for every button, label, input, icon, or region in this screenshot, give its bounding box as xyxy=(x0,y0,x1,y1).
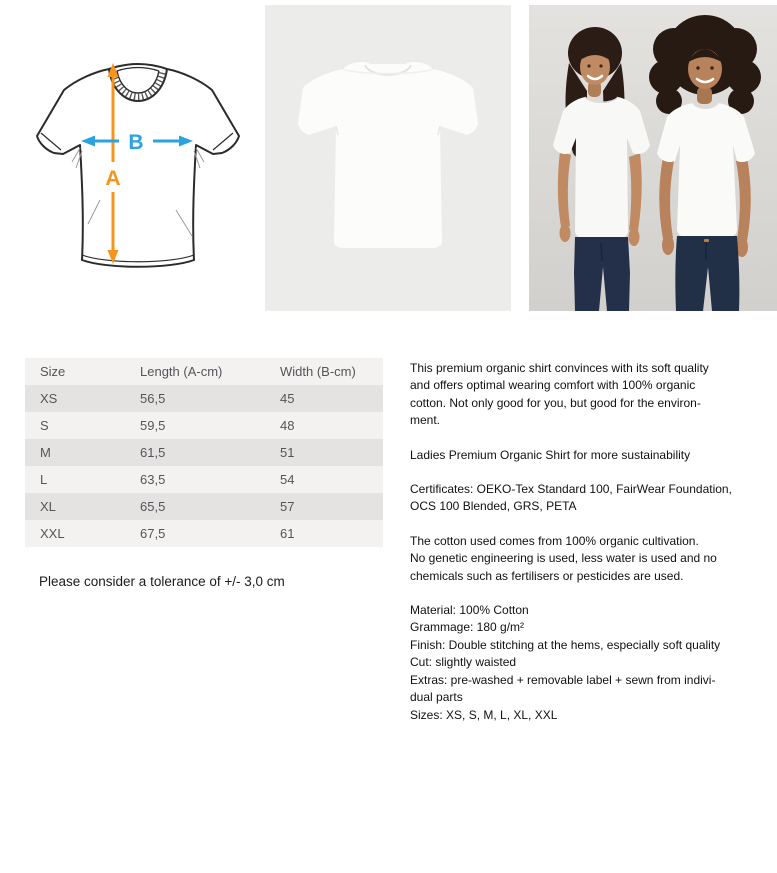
size-cell: XXL xyxy=(40,526,65,541)
description-line: Material: 100% Cotton xyxy=(410,603,529,618)
description-line: Extras: pre-washed + removable label + sewn from indivi- xyxy=(410,672,716,687)
description-line: This premium organic shirt convinces with its soft quality xyxy=(410,361,709,375)
description-line: OCS 100 Blended, GRS, PETA xyxy=(410,499,577,514)
size-table-body xyxy=(25,385,383,547)
length-cell: 65,5 xyxy=(140,499,166,514)
size-cell: M xyxy=(40,445,51,460)
description-line: The cotton used comes from 100% organic cultivation. xyxy=(410,533,699,548)
description-line: ment. xyxy=(410,413,441,428)
size-cell: XS xyxy=(40,391,58,406)
description-line: cotton. Not only good for you, but good for the environ- xyxy=(410,395,701,410)
width-cell: 61 xyxy=(280,526,295,541)
measure-label-b: B xyxy=(128,131,144,154)
width-cell: 51 xyxy=(280,445,295,460)
description-line: chemicals such as fertilisers or pesticides are used. xyxy=(410,568,684,583)
description-paragraph xyxy=(410,602,770,724)
product-photo-models xyxy=(529,5,777,311)
description-paragraph xyxy=(410,447,770,464)
table-row xyxy=(25,385,383,412)
description-line: Sizes: XS, S, M, L, XL, XXL xyxy=(410,707,558,722)
product-description xyxy=(410,360,770,741)
size-table xyxy=(25,358,383,547)
models-photo-image xyxy=(529,5,777,311)
table-row xyxy=(25,439,383,466)
description-paragraph xyxy=(410,360,770,430)
length-cell: 63,5 xyxy=(140,472,166,487)
table-row xyxy=(25,493,383,520)
width-cell: 54 xyxy=(280,472,295,487)
length-cell: 67,5 xyxy=(140,526,166,541)
size-table-header-row xyxy=(25,358,383,385)
width-cell: 48 xyxy=(280,418,295,433)
description-line: Certificates: OEKO-Tex Standard 100, FairWear Foundation, xyxy=(410,482,732,497)
size-cell: S xyxy=(40,418,49,433)
flatlay-tshirt-image xyxy=(265,5,511,311)
length-cell: 56,5 xyxy=(140,391,166,406)
size-cell: L xyxy=(40,472,48,487)
column-header-width: Width (B-cm) xyxy=(280,364,356,379)
table-row xyxy=(25,520,383,547)
width-cell: 57 xyxy=(280,499,295,514)
description-paragraph xyxy=(410,533,770,585)
description-line: Grammage: 180 g/m² xyxy=(410,620,525,635)
description-line: No genetic engineering is used, less water is used and no xyxy=(410,551,717,566)
description-paragraph xyxy=(410,481,770,516)
product-image-flatlay xyxy=(265,5,511,311)
column-header-size: Size xyxy=(40,364,66,379)
description-line: and offers optimal wearing comfort with 100% organic xyxy=(410,378,696,393)
table-row xyxy=(25,466,383,493)
tshirt-outline-drawing xyxy=(16,50,258,280)
size-cell: XL xyxy=(40,499,56,514)
description-line: Cut: slightly waisted xyxy=(410,655,517,670)
length-cell: 59,5 xyxy=(140,418,166,433)
size-measurement-diagram xyxy=(16,50,258,280)
tolerance-note: Please consider a tolerance of +/- 3,0 cm xyxy=(39,574,285,589)
description-line: Finish: Double stitching at the hems, especially soft quality xyxy=(410,637,721,652)
table-row xyxy=(25,412,383,439)
length-cell: 61,5 xyxy=(140,445,166,460)
description-line: dual parts xyxy=(410,690,463,705)
measure-label-a: A xyxy=(105,167,121,190)
column-header-length: Length (A-cm) xyxy=(140,364,223,379)
description-line: Ladies Premium Organic Shirt for more sustainability xyxy=(410,447,691,462)
width-cell: 45 xyxy=(280,391,295,406)
